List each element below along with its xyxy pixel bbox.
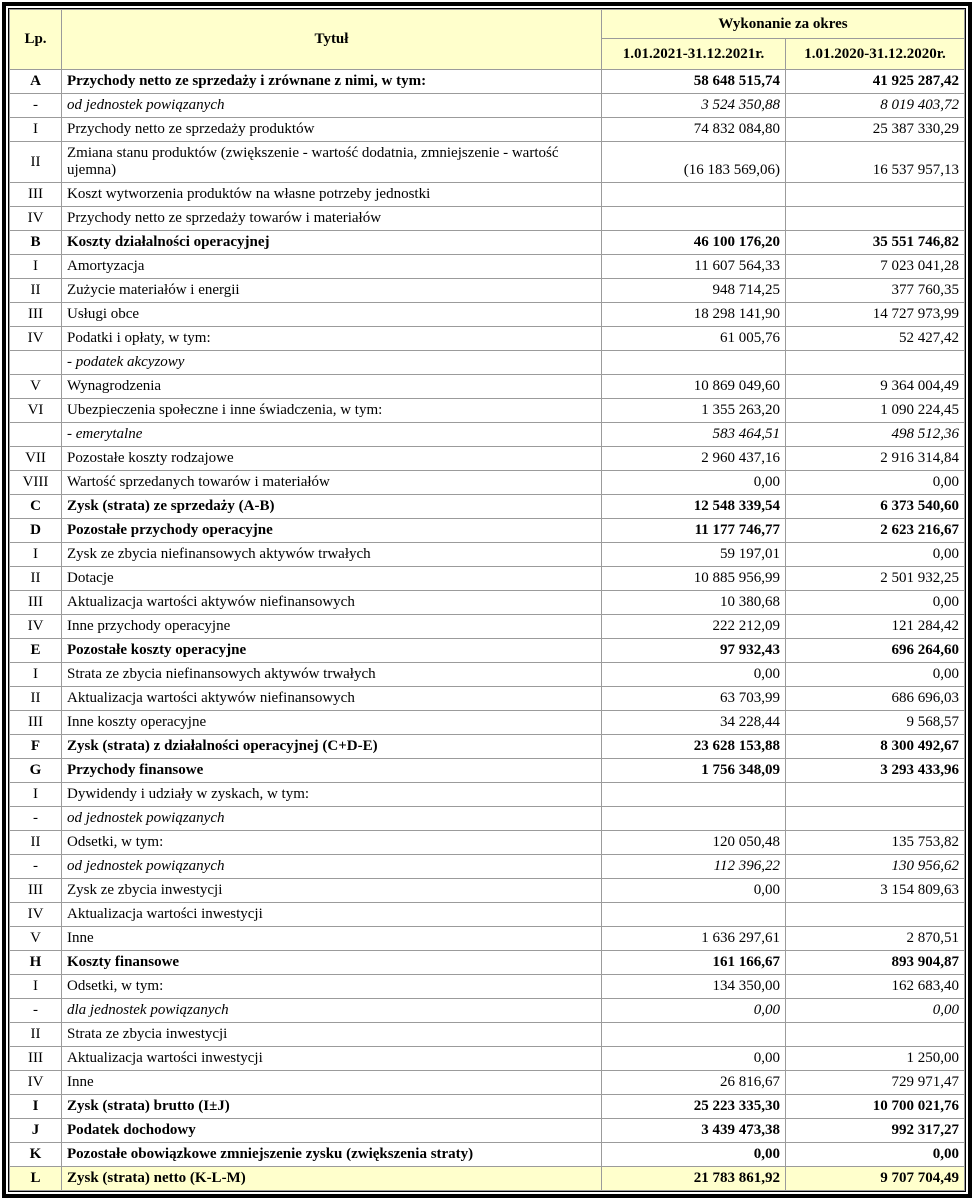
row-title: Dywidendy i udziały w zyskach, w tym: — [62, 783, 602, 807]
row-title: od jednostek powiązanych — [62, 855, 602, 879]
row-value-2020: 893 904,87 — [786, 951, 965, 975]
table-row — [10, 94, 965, 118]
table-row — [10, 711, 965, 735]
table-row — [10, 903, 965, 927]
row-value-2021 — [602, 783, 786, 807]
row-lp: I — [10, 783, 62, 807]
row-lp: A — [10, 70, 62, 94]
row-title: Przychody netto ze sprzedaży i zrównane z nimi, w tym: — [62, 70, 602, 94]
row-title: Dotacje — [62, 567, 602, 591]
row-lp: I — [10, 118, 62, 142]
row-title: Pozostałe koszty rodzajowe — [62, 447, 602, 471]
row-value-2021: 0,00 — [602, 999, 786, 1023]
row-value-2020: 1 090 224,45 — [786, 399, 965, 423]
row-value-2021: 74 832 084,80 — [602, 118, 786, 142]
row-value-2021: 0,00 — [602, 1047, 786, 1071]
row-value-2021: 161 166,67 — [602, 951, 786, 975]
row-value-2021: 12 548 339,54 — [602, 495, 786, 519]
row-title: Wartość sprzedanych towarów i materiałów — [62, 471, 602, 495]
row-lp: I — [10, 1095, 62, 1119]
row-value-2020: 52 427,42 — [786, 327, 965, 351]
row-value-2021: 112 396,22 — [602, 855, 786, 879]
row-lp: II — [10, 831, 62, 855]
row-title: Inne koszty operacyjne — [62, 711, 602, 735]
row-title: Zysk (strata) z działalności operacyjnej (C+D-E) — [62, 735, 602, 759]
row-title: Pozostałe obowiązkowe zmniejszenie zysku (zwiększenia straty) — [62, 1143, 602, 1167]
table-row — [10, 1095, 965, 1119]
table-row — [10, 279, 965, 303]
row-lp: IV — [10, 903, 62, 927]
table-row — [10, 831, 965, 855]
table-row — [10, 687, 965, 711]
row-value-2021 — [602, 903, 786, 927]
row-title: Podatek dochodowy — [62, 1119, 602, 1143]
row-value-2020 — [786, 1023, 965, 1047]
row-value-2020 — [786, 783, 965, 807]
table-row — [10, 951, 965, 975]
row-value-2020: 35 551 746,82 — [786, 231, 965, 255]
row-value-2020: 9 707 704,49 — [786, 1167, 965, 1191]
row-value-2020: 377 760,35 — [786, 279, 965, 303]
row-value-2021: 10 885 956,99 — [602, 567, 786, 591]
row-lp: IV — [10, 207, 62, 231]
col-header-lp: Lp. — [10, 10, 62, 70]
row-lp: VII — [10, 447, 62, 471]
table-row — [10, 207, 965, 231]
row-title: Przychody netto ze sprzedaży produktów — [62, 118, 602, 142]
row-value-2021 — [602, 183, 786, 207]
row-title: Amortyzacja — [62, 255, 602, 279]
row-value-2020: 14 727 973,99 — [786, 303, 965, 327]
row-value-2021 — [602, 351, 786, 375]
row-lp: II — [10, 279, 62, 303]
table-row — [10, 1143, 965, 1167]
row-lp: VIII — [10, 471, 62, 495]
table-row — [10, 327, 965, 351]
col-header-period-2020: 1.01.2020-31.12.2020r. — [786, 39, 965, 70]
row-title: Koszty działalności operacyjnej — [62, 231, 602, 255]
row-value-2020 — [786, 807, 965, 831]
row-title: Podatki i opłaty, w tym: — [62, 327, 602, 351]
row-title: Koszt wytworzenia produktów na własne potrzeby jednostki — [62, 183, 602, 207]
row-value-2021: 23 628 153,88 — [602, 735, 786, 759]
row-lp: D — [10, 519, 62, 543]
row-value-2020: 9 364 004,49 — [786, 375, 965, 399]
table-row — [10, 1023, 965, 1047]
row-title: od jednostek powiązanych — [62, 807, 602, 831]
row-value-2021: 0,00 — [602, 1143, 786, 1167]
row-title: Aktualizacja wartości aktywów niefinansowych — [62, 591, 602, 615]
row-value-2021: 59 197,01 — [602, 543, 786, 567]
row-value-2020 — [786, 207, 965, 231]
row-lp: J — [10, 1119, 62, 1143]
row-lp: IV — [10, 615, 62, 639]
row-title: Zysk (strata) brutto (I±J) — [62, 1095, 602, 1119]
row-lp: K — [10, 1143, 62, 1167]
row-value-2021: (16 183 569,06) — [602, 142, 786, 183]
table-header — [10, 10, 965, 70]
document-frame-inner — [8, 8, 966, 1192]
table-row — [10, 423, 965, 447]
table-row — [10, 183, 965, 207]
row-title: Zysk (strata) ze sprzedaży (A-B) — [62, 495, 602, 519]
table-row — [10, 1119, 965, 1143]
row-title: Ubezpieczenia społeczne i inne świadczenia, w tym: — [62, 399, 602, 423]
table-body — [10, 70, 965, 1191]
table-row — [10, 639, 965, 663]
row-value-2020: 16 537 957,13 — [786, 142, 965, 183]
row-title: Zmiana stanu produktów (zwiększenie - wartość dodatnia, zmniejszenie - wartość ujemna) — [62, 142, 602, 183]
row-title: Przychody finansowe — [62, 759, 602, 783]
row-value-2021: 10 869 049,60 — [602, 375, 786, 399]
row-lp: L — [10, 1167, 62, 1191]
col-header-period-group: Wykonanie za okres — [602, 10, 965, 39]
row-value-2020: 7 023 041,28 — [786, 255, 965, 279]
row-value-2021: 3 439 473,38 — [602, 1119, 786, 1143]
row-title: Inne — [62, 927, 602, 951]
table-row — [10, 1047, 965, 1071]
row-value-2021: 10 380,68 — [602, 591, 786, 615]
table-row — [10, 999, 965, 1023]
table-row — [10, 1071, 965, 1095]
table-row — [10, 855, 965, 879]
row-lp: III — [10, 711, 62, 735]
row-lp: F — [10, 735, 62, 759]
row-lp: - — [10, 807, 62, 831]
row-value-2021: 63 703,99 — [602, 687, 786, 711]
table-row — [10, 142, 965, 183]
table-row — [10, 615, 965, 639]
row-title: Koszty finansowe — [62, 951, 602, 975]
row-value-2021: 1 636 297,61 — [602, 927, 786, 951]
row-value-2020: 729 971,47 — [786, 1071, 965, 1095]
col-header-title: Tytuł — [62, 10, 602, 70]
row-lp — [10, 423, 62, 447]
row-value-2020: 41 925 287,42 — [786, 70, 965, 94]
table-row — [10, 231, 965, 255]
row-value-2020: 0,00 — [786, 663, 965, 687]
row-title: Zysk ze zbycia niefinansowych aktywów trwałych — [62, 543, 602, 567]
row-value-2020: 0,00 — [786, 471, 965, 495]
row-lp: - — [10, 855, 62, 879]
row-lp: V — [10, 927, 62, 951]
row-lp: - — [10, 94, 62, 118]
row-title: dla jednostek powiązanych — [62, 999, 602, 1023]
row-title: Wynagrodzenia — [62, 375, 602, 399]
table-row — [10, 471, 965, 495]
row-value-2021: 61 005,76 — [602, 327, 786, 351]
row-lp: III — [10, 183, 62, 207]
row-title: Pozostałe koszty operacyjne — [62, 639, 602, 663]
table-row — [10, 1167, 965, 1191]
row-value-2021: 34 228,44 — [602, 711, 786, 735]
row-title: od jednostek powiązanych — [62, 94, 602, 118]
row-value-2021: 46 100 176,20 — [602, 231, 786, 255]
row-value-2020: 0,00 — [786, 999, 965, 1023]
row-value-2021 — [602, 1023, 786, 1047]
table-row — [10, 399, 965, 423]
row-value-2020: 992 317,27 — [786, 1119, 965, 1143]
row-lp — [10, 351, 62, 375]
row-title: Zużycie materiałów i energii — [62, 279, 602, 303]
table-row — [10, 519, 965, 543]
row-value-2020: 0,00 — [786, 543, 965, 567]
row-title: Przychody netto ze sprzedaży towarów i materiałów — [62, 207, 602, 231]
row-value-2021: 583 464,51 — [602, 423, 786, 447]
row-value-2020: 9 568,57 — [786, 711, 965, 735]
row-lp: III — [10, 879, 62, 903]
table-row — [10, 927, 965, 951]
row-title: - emerytalne — [62, 423, 602, 447]
table-row — [10, 70, 965, 94]
row-value-2020: 2 623 216,67 — [786, 519, 965, 543]
row-value-2021: 97 932,43 — [602, 639, 786, 663]
row-value-2020: 2 501 932,25 — [786, 567, 965, 591]
row-lp: I — [10, 255, 62, 279]
row-value-2021: 26 816,67 — [602, 1071, 786, 1095]
table-row — [10, 567, 965, 591]
row-value-2020: 3 154 809,63 — [786, 879, 965, 903]
table-row — [10, 735, 965, 759]
row-value-2020: 1 250,00 — [786, 1047, 965, 1071]
row-title: Inne — [62, 1071, 602, 1095]
table-row — [10, 375, 965, 399]
row-lp: C — [10, 495, 62, 519]
row-value-2021: 0,00 — [602, 879, 786, 903]
row-title: Pozostałe przychody operacyjne — [62, 519, 602, 543]
row-value-2020: 696 264,60 — [786, 639, 965, 663]
row-value-2021: 0,00 — [602, 471, 786, 495]
row-value-2020: 25 387 330,29 — [786, 118, 965, 142]
row-value-2021: 58 648 515,74 — [602, 70, 786, 94]
row-value-2020: 2 870,51 — [786, 927, 965, 951]
profit-and-loss-table — [9, 9, 965, 1191]
row-value-2020: 2 916 314,84 — [786, 447, 965, 471]
table-row — [10, 255, 965, 279]
row-title: Odsetki, w tym: — [62, 975, 602, 999]
row-value-2020: 498 512,36 — [786, 423, 965, 447]
row-value-2021 — [602, 207, 786, 231]
row-title: Usługi obce — [62, 303, 602, 327]
row-value-2021: 25 223 335,30 — [602, 1095, 786, 1119]
row-lp: VI — [10, 399, 62, 423]
row-value-2020: 10 700 021,76 — [786, 1095, 965, 1119]
table-row — [10, 303, 965, 327]
row-title: Strata ze zbycia niefinansowych aktywów trwałych — [62, 663, 602, 687]
row-lp: - — [10, 999, 62, 1023]
row-value-2020 — [786, 351, 965, 375]
row-title: Strata ze zbycia inwestycji — [62, 1023, 602, 1047]
row-value-2020: 162 683,40 — [786, 975, 965, 999]
row-value-2021 — [602, 807, 786, 831]
row-lp: I — [10, 543, 62, 567]
row-title: - podatek akcyzowy — [62, 351, 602, 375]
table-row — [10, 118, 965, 142]
row-value-2020: 130 956,62 — [786, 855, 965, 879]
row-lp: H — [10, 951, 62, 975]
row-title: Inne przychody operacyjne — [62, 615, 602, 639]
row-value-2021: 21 783 861,92 — [602, 1167, 786, 1191]
row-value-2021: 134 350,00 — [602, 975, 786, 999]
row-value-2021: 1 756 348,09 — [602, 759, 786, 783]
row-value-2020: 8 300 492,67 — [786, 735, 965, 759]
row-lp: G — [10, 759, 62, 783]
row-lp: II — [10, 567, 62, 591]
row-lp: II — [10, 1023, 62, 1047]
table-row — [10, 975, 965, 999]
row-title: Zysk ze zbycia inwestycji — [62, 879, 602, 903]
row-value-2020: 121 284,42 — [786, 615, 965, 639]
row-value-2020: 0,00 — [786, 1143, 965, 1167]
row-value-2021: 222 212,09 — [602, 615, 786, 639]
row-lp: E — [10, 639, 62, 663]
row-lp: I — [10, 975, 62, 999]
table-row — [10, 879, 965, 903]
row-value-2021: 1 355 263,20 — [602, 399, 786, 423]
row-lp: III — [10, 1047, 62, 1071]
table-row — [10, 759, 965, 783]
row-value-2021: 3 524 350,88 — [602, 94, 786, 118]
table-row — [10, 447, 965, 471]
row-lp: II — [10, 687, 62, 711]
row-lp: V — [10, 375, 62, 399]
row-value-2020: 686 696,03 — [786, 687, 965, 711]
row-lp: IV — [10, 1071, 62, 1095]
row-value-2021: 120 050,48 — [602, 831, 786, 855]
table-row — [10, 807, 965, 831]
row-lp: III — [10, 303, 62, 327]
row-value-2020: 0,00 — [786, 591, 965, 615]
table-row — [10, 663, 965, 687]
table-row — [10, 783, 965, 807]
row-lp: IV — [10, 327, 62, 351]
table-row — [10, 591, 965, 615]
row-value-2020 — [786, 903, 965, 927]
table-row — [10, 495, 965, 519]
row-value-2020: 8 019 403,72 — [786, 94, 965, 118]
row-value-2021: 948 714,25 — [602, 279, 786, 303]
row-value-2020: 6 373 540,60 — [786, 495, 965, 519]
table-row — [10, 543, 965, 567]
row-title: Aktualizacja wartości inwestycji — [62, 1047, 602, 1071]
row-value-2021: 0,00 — [602, 663, 786, 687]
row-value-2021: 11 177 746,77 — [602, 519, 786, 543]
row-title: Odsetki, w tym: — [62, 831, 602, 855]
row-lp: I — [10, 663, 62, 687]
row-value-2021: 18 298 141,90 — [602, 303, 786, 327]
row-title: Aktualizacja wartości aktywów niefinansowych — [62, 687, 602, 711]
table-row — [10, 351, 965, 375]
document-frame — [2, 2, 972, 1198]
row-value-2021: 2 960 437,16 — [602, 447, 786, 471]
row-lp: B — [10, 231, 62, 255]
row-value-2020: 3 293 433,96 — [786, 759, 965, 783]
row-value-2020 — [786, 183, 965, 207]
row-title: Zysk (strata) netto (K-L-M) — [62, 1167, 602, 1191]
row-value-2021: 11 607 564,33 — [602, 255, 786, 279]
row-lp: II — [10, 142, 62, 183]
col-header-period-2021: 1.01.2021-31.12.2021r. — [602, 39, 786, 70]
row-lp: III — [10, 591, 62, 615]
row-title: Aktualizacja wartości inwestycji — [62, 903, 602, 927]
row-value-2020: 135 753,82 — [786, 831, 965, 855]
